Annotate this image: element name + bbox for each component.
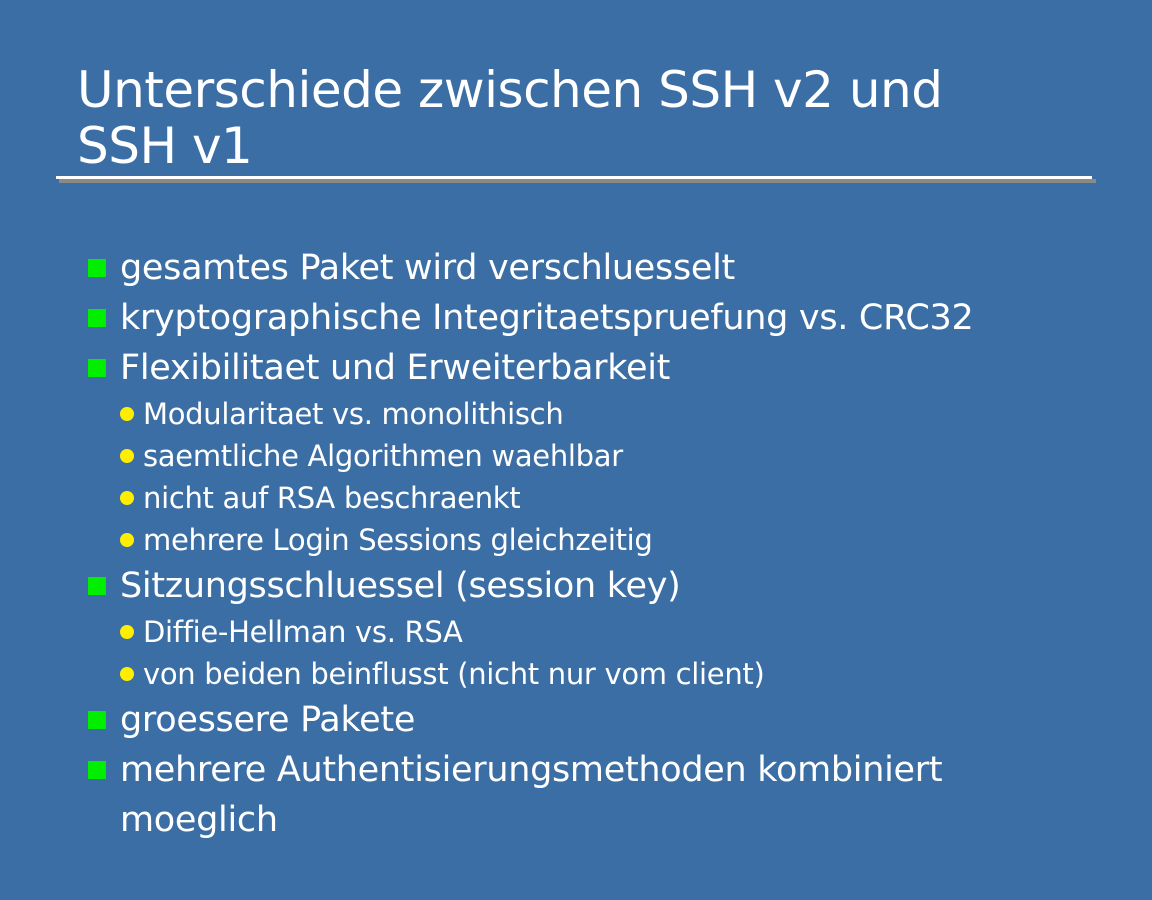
bullet-item bbox=[88, 243, 1073, 293]
bullet-text: von beiden beinflusst (nicht nur vom client) bbox=[143, 657, 765, 691]
sub-bullet-item bbox=[120, 477, 1073, 519]
sub-bullet-item bbox=[120, 653, 1073, 695]
slide-title-line-2: SSH v1 bbox=[77, 117, 253, 175]
yellow-circle-bullet-icon bbox=[120, 407, 134, 421]
slide-title-line-1: Unterschiede zwischen SSH v2 und bbox=[77, 61, 943, 119]
bullet-text: nicht auf RSA beschraenkt bbox=[143, 481, 521, 515]
green-square-bullet-icon bbox=[88, 761, 106, 779]
bullet-text: groessere Pakete bbox=[120, 700, 416, 740]
title-underline bbox=[56, 176, 1096, 186]
yellow-circle-bullet-icon bbox=[120, 667, 134, 681]
bullet-item bbox=[88, 695, 1073, 745]
title-underline-shadow bbox=[59, 179, 1096, 183]
sub-bullet-item bbox=[120, 519, 1073, 561]
bullet-text: Diffie-Hellman vs. RSA bbox=[143, 615, 463, 649]
bullet-list bbox=[88, 243, 1073, 845]
bullet-text: Modularitaet vs. monolithisch bbox=[143, 397, 564, 431]
bullet-text: gesamtes Paket wird verschluesselt bbox=[120, 248, 735, 288]
bullet-item bbox=[88, 561, 1073, 611]
sub-bullet-item bbox=[120, 435, 1073, 477]
yellow-circle-bullet-icon bbox=[120, 491, 134, 505]
bullet-text: Flexibilitaet und Erweiterbarkeit bbox=[120, 348, 671, 388]
green-square-bullet-icon bbox=[88, 359, 106, 377]
green-square-bullet-icon bbox=[88, 577, 106, 595]
yellow-circle-bullet-icon bbox=[120, 533, 134, 547]
green-square-bullet-icon bbox=[88, 259, 106, 277]
bullet-text: mehrere Authentisierungsmethoden kombiniert moeglich bbox=[120, 750, 943, 840]
bullet-text: kryptographische Integritaetspruefung vs. CRC32 bbox=[120, 298, 974, 338]
green-square-bullet-icon bbox=[88, 711, 106, 729]
green-square-bullet-icon bbox=[88, 309, 106, 327]
bullet-item bbox=[88, 343, 1073, 393]
sub-bullet-item bbox=[120, 611, 1073, 653]
sub-bullet-item bbox=[120, 393, 1073, 435]
yellow-circle-bullet-icon bbox=[120, 625, 134, 639]
slide-title bbox=[77, 62, 1017, 174]
bullet-text: saemtliche Algorithmen waehlbar bbox=[143, 439, 623, 473]
bullet-text: Sitzungsschluessel (session key) bbox=[120, 566, 681, 606]
bullet-item bbox=[88, 745, 1073, 845]
yellow-circle-bullet-icon bbox=[120, 449, 134, 463]
bullet-item bbox=[88, 293, 1073, 343]
bullet-text: mehrere Login Sessions gleichzeitig bbox=[143, 523, 653, 557]
